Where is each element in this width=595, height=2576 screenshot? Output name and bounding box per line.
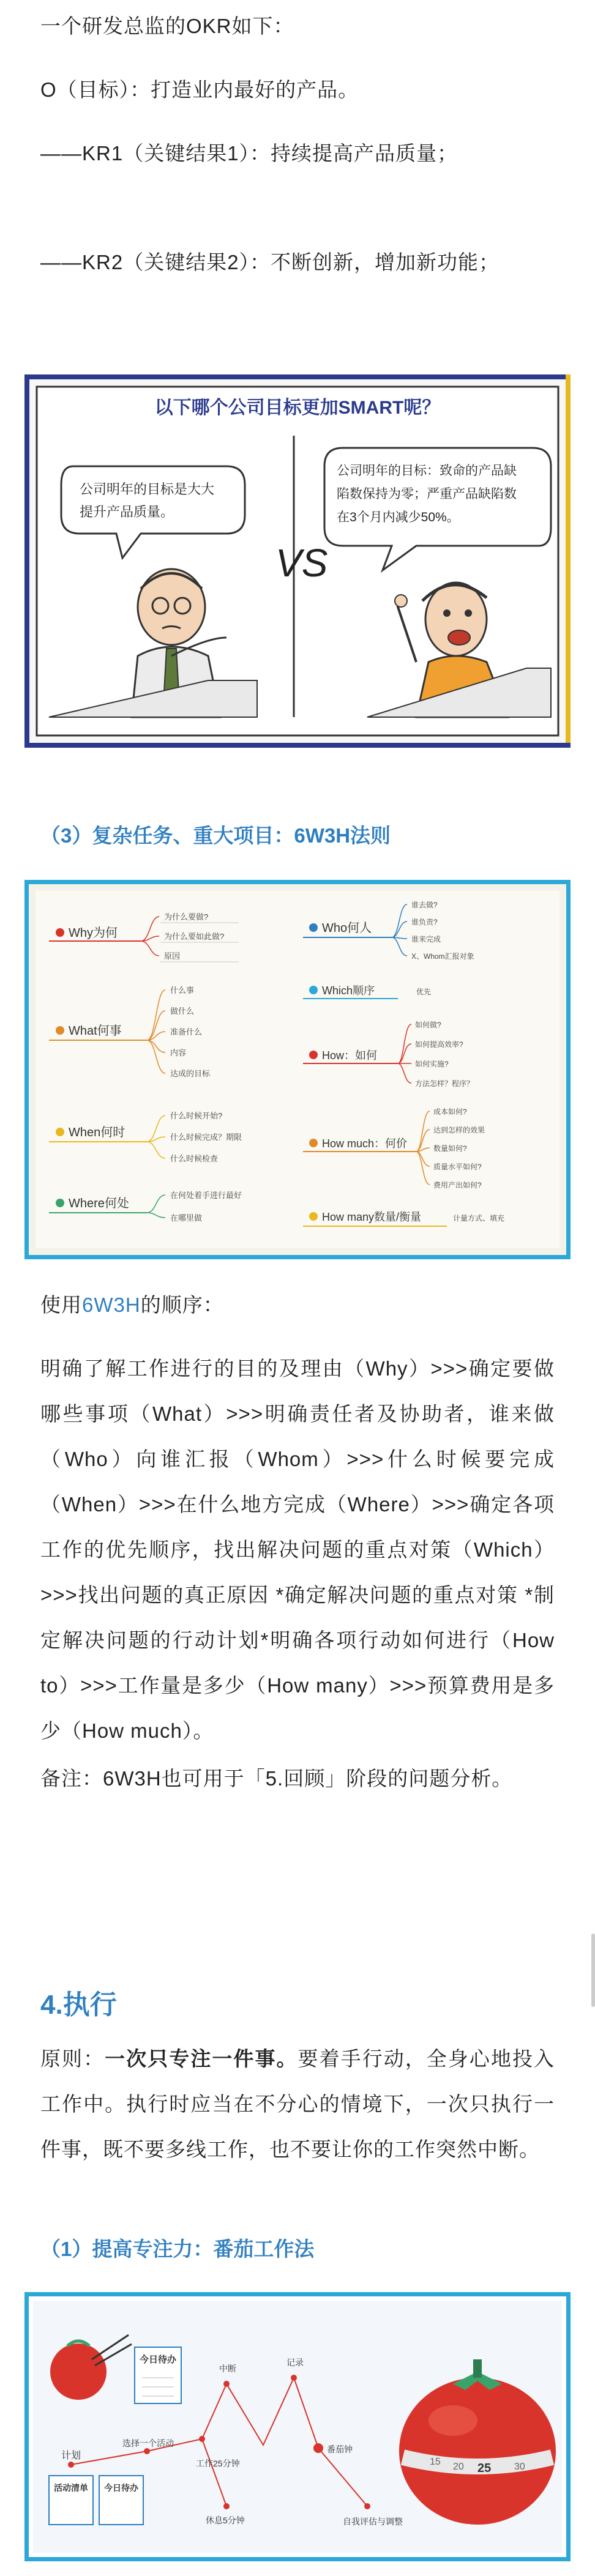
when-item-2: 什么时候完成？期限	[170, 1133, 242, 1142]
howmuch-item-1: 成本如何?	[433, 1107, 467, 1116]
right-bubble-line2: 陷数保持为零；严重产品缺陷数	[337, 487, 517, 501]
smart-title: 以下哪个公司目标更加SMART呢？	[154, 398, 441, 418]
why-item-2: 为什么要如此做?	[164, 932, 225, 941]
plan-label: 计划	[61, 2451, 81, 2461]
principle-paragraph	[40, 2036, 555, 2172]
pomodoro-image	[24, 2292, 571, 2561]
who-item-4: X、Whom汇报对象	[411, 952, 474, 961]
timer-value: 25	[477, 2462, 492, 2475]
6w3h-mindmap-image	[24, 880, 571, 1259]
who-label: Who何人	[322, 921, 372, 935]
usage-note: 备注：6W3H也可用于「5.回顾」阶段的问题分析。	[40, 1767, 513, 1790]
howmuch-item-4: 质量水平如何?	[433, 1163, 482, 1171]
who-item-1: 谁去做?	[411, 901, 438, 909]
section4-heading: 4.执行	[40, 1990, 117, 2020]
usage-lead	[40, 1282, 555, 1328]
what-item-4: 内容	[170, 1048, 187, 1057]
activity-list-card: 活动清单	[54, 2483, 88, 2493]
which-item-1: 优先	[416, 988, 432, 996]
intro-p1: 一个研发总监的OKR如下：	[40, 15, 294, 37]
tomato-label: 番茄钟	[327, 2444, 353, 2454]
dial-30: 30	[514, 2462, 525, 2472]
dial-20: 20	[453, 2462, 464, 2472]
how-item-1: 如何做?	[415, 1021, 441, 1029]
rest5-label: 休息5分钟	[206, 2515, 245, 2525]
intro-p3: ——KR1（关键结果1）：持续提高产品质量；	[40, 142, 458, 165]
intro-p2: O（目标）：打造业内最好的产品。	[40, 78, 359, 101]
right-bubble-line3: 在3个月内减少50%。	[337, 510, 460, 524]
principle-rest: 要着手行动，全身心地投入工作中。执行时应当在不分心的情境下，一次只执行一件事，既不要多线工作，也不要让你的工作突然中断。	[40, 2047, 555, 2161]
usage-lead-text: 使用	[40, 1294, 82, 1316]
smart-comparison-image	[24, 374, 571, 748]
usage-lead-suffix: 的顺序：	[140, 1294, 224, 1316]
how-item-2: 如何提高效率?	[415, 1040, 463, 1049]
howmuch-item-5: 费用产出如何?	[433, 1181, 482, 1189]
left-bubble-line1: 公司明年的目标是大大	[80, 482, 215, 497]
record-label: 记录	[286, 2358, 304, 2367]
6w3h-link[interactable]: 6W3H	[82, 1294, 141, 1316]
todo-today-card-2: 今日待办	[104, 2483, 138, 2493]
where-item-2: 在哪里做	[170, 1213, 203, 1223]
where-label: Where何处	[69, 1197, 129, 1210]
when-label: When何时	[69, 1126, 125, 1139]
todo-today-card: 今日待办	[139, 2355, 177, 2365]
how-item-4: 方法怎样？程序？	[415, 1079, 474, 1088]
when-item-3: 什么时候检查	[170, 1154, 219, 1163]
howmany-item-1: 计量方式、填充	[453, 1214, 505, 1223]
vs-mark: VS	[275, 541, 328, 585]
section3-title: （3）复杂任务、重大项目：6W3H法则	[40, 824, 391, 847]
where-item-1: 在何处着手进行最好	[170, 1191, 242, 1200]
how-label: How：如何	[322, 1049, 378, 1062]
interrupt-label: 中断	[219, 2364, 236, 2373]
dial-15: 15	[430, 2457, 441, 2467]
why-item-3: 原因	[164, 951, 181, 961]
intro-p4: ——KR2（关键结果2）：不断创新，增加新功能；	[40, 251, 500, 274]
who-item-2: 谁负责?	[411, 918, 438, 926]
scrollbar[interactable]	[591, 1934, 595, 2007]
principle-label: 原则：	[40, 2047, 105, 2070]
what-label: What何事	[69, 1024, 122, 1038]
what-item-3: 准备什么	[170, 1027, 203, 1037]
select-activity-label: 选择一个活动	[122, 2438, 174, 2448]
usage-body: 明确了解工作进行的目的及理由（Why）>>>确定要做哪些事项（What）>>>明确责任者及协助者，谁来做（Who）向谁汇报（Whom）>>>什么时候要完成（When）>>>在什么地方完成（Where）>>>确定各项工作的优先顺序，找出解决问题的重点对策（Which）>>>找出问题的真正原因 *确定解决问题的重点对策 *制定解决问题的行动计划*明确各项行动如何进行（How to）>>>工作量是多少（How many）>>>预算费用是多少（How much）。	[40, 1357, 555, 1742]
review-label: 自我评估与调整	[343, 2517, 403, 2526]
howmuch-item-2: 达到怎样的效果	[433, 1126, 485, 1134]
which-label: Which顺序	[322, 985, 375, 997]
who-item-3: 谁来完成	[411, 935, 441, 944]
howmuch-label: How much：何价	[322, 1137, 408, 1150]
pomodoro-subtitle: （1）提高专注力：番茄工作法	[40, 2238, 315, 2260]
when-item-1: 什么时候开始?	[170, 1111, 223, 1120]
howmany-label: How many数量/衡量	[322, 1211, 422, 1223]
what-item-5: 达成的目标	[170, 1069, 211, 1078]
how-item-3: 如何实施?	[415, 1060, 449, 1068]
what-item-2: 做什么	[170, 1007, 195, 1016]
work25-label: 工作25分钟	[196, 2459, 240, 2468]
left-bubble-line2: 提升产品质量。	[80, 504, 174, 519]
why-item-1: 为什么要做?	[164, 912, 209, 921]
right-bubble-line1: 公司明年的目标：致命的产品缺	[337, 464, 517, 478]
why-label: Why为何	[69, 926, 118, 940]
what-item-1: 什么事	[170, 986, 195, 995]
principle-bold: 一次只专注一件事。	[105, 2047, 298, 2070]
howmuch-item-3: 数量如何?	[433, 1144, 467, 1153]
